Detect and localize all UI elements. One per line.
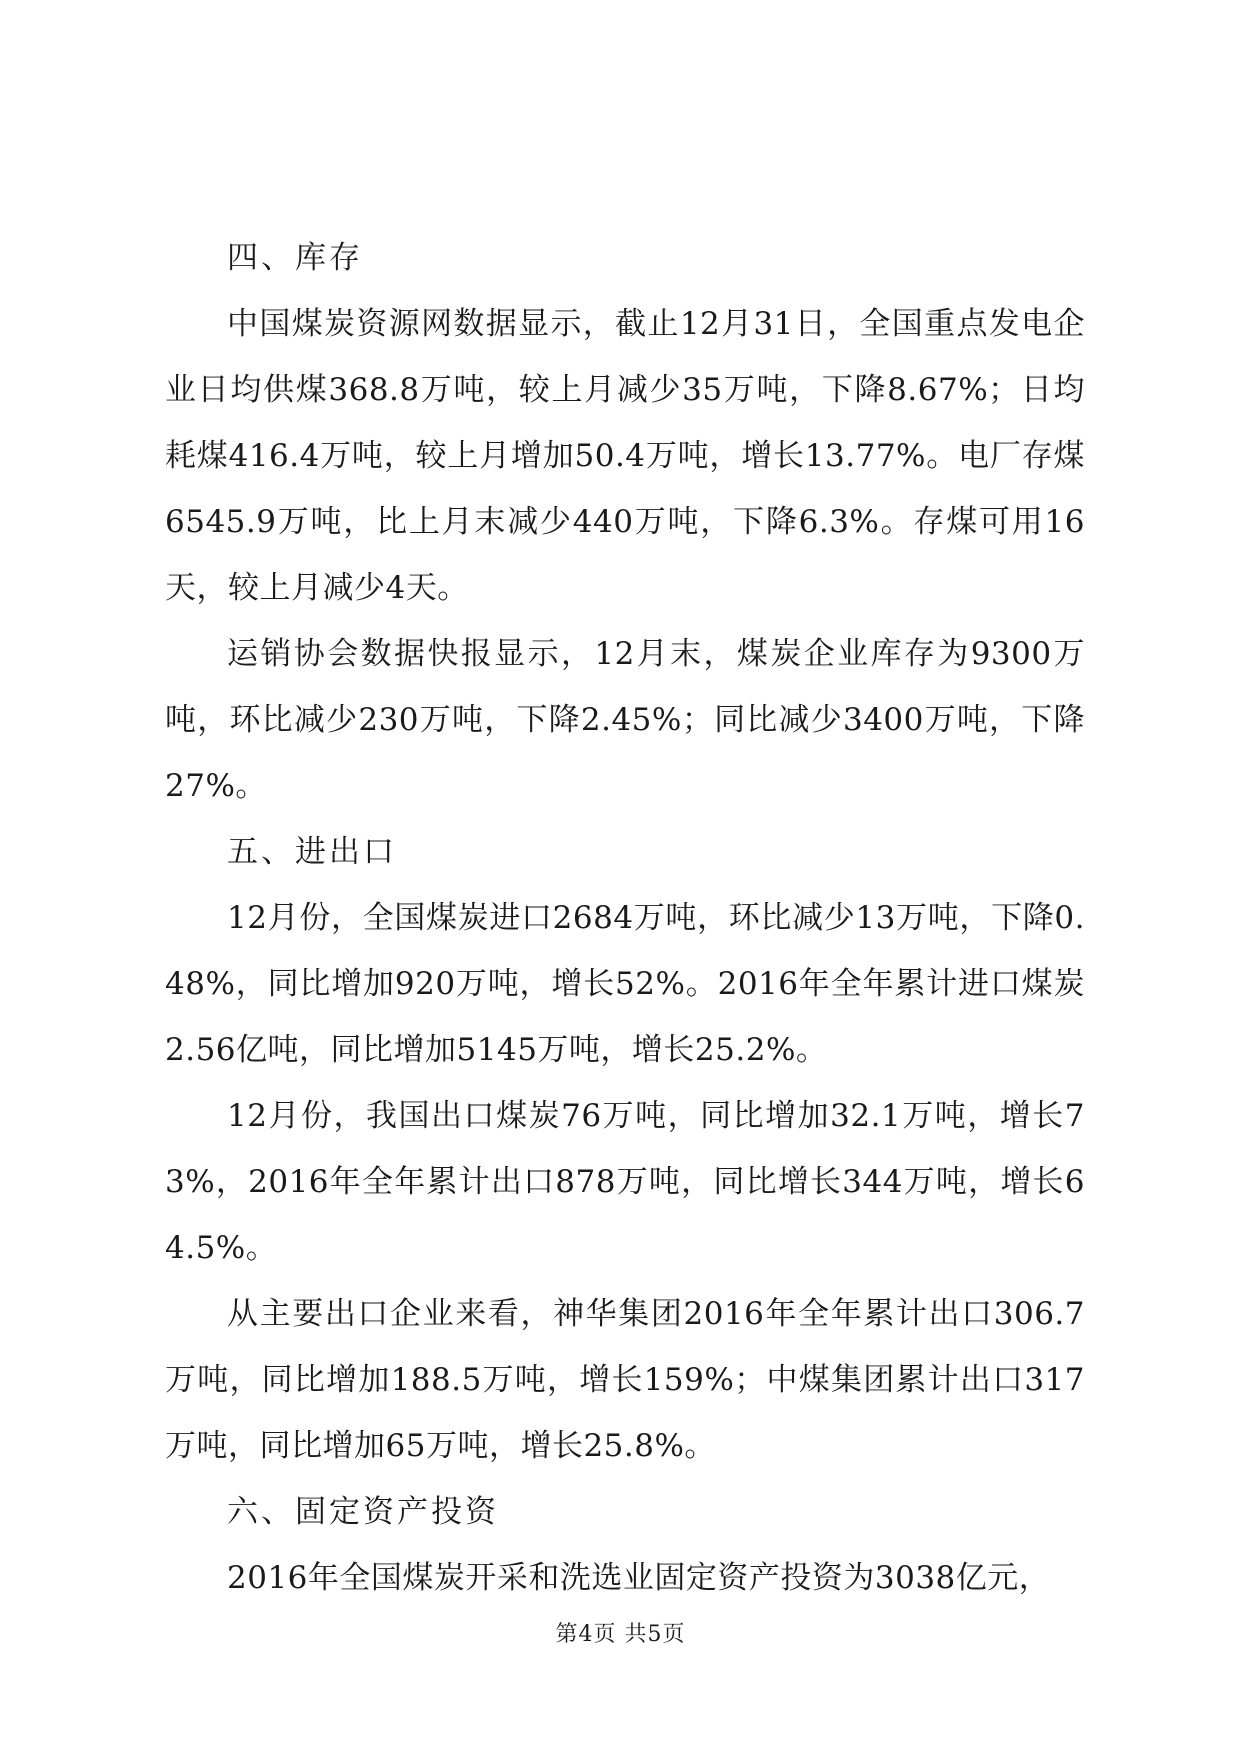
paragraph-power-plant-coal: 中国煤炭资源网数据显示，截止12月31日，全国重点发电企业日均供煤368.8万吨，较上月减少35万吨，下降8.67%；日均耗煤416.4万吨，较上月增加50.4万吨，增长13.77%。电厂存煤6545.9万吨，比上月末减少440万吨，下降6.3%。存煤可用16天，较上月减少4天。 — [165, 306, 1085, 606]
paragraph-enterprise-inventory: 运销协会数据快报显示，12月末，煤炭企业库存为9300万吨，环比减少230万吨，下降2.45%；同比减少3400万吨，下降27%。 — [165, 636, 1085, 804]
document-body — [165, 225, 1085, 1611]
paragraph-fixed-investment: 2016年全国煤炭开采和洗选业固定资产投资为3038亿元， — [227, 1560, 1051, 1596]
section-heading-inventory: 四、库存 — [227, 240, 363, 276]
paragraph-coal-import: 12月份，全国煤炭进口2684万吨，环比减少13万吨，下降0.48%，同比增加920万吨，增长52%。2016年全年累计进口煤炭2.56亿吨，同比增加5145万吨，增长25.2%。 — [165, 900, 1085, 1068]
page-footer: 第4页 共5页 — [555, 1622, 686, 1647]
section-heading-import-export: 五、进出口 — [227, 834, 397, 870]
paragraph-major-exporters: 从主要出口企业来看，神华集团2016年全年累计出口306.7万吨，同比增加188.5万吨，增长159%；中煤集团累计出口317万吨，同比增加65万吨，增长25.8%。 — [165, 1296, 1085, 1464]
section-heading-fixed-investment: 六、固定资产投资 — [227, 1494, 499, 1530]
paragraph-coal-export: 12月份，我国出口煤炭76万吨，同比增加32.1万吨，增长73%，2016年全年累计出口878万吨，同比增长344万吨，增长64.5%。 — [165, 1098, 1085, 1266]
